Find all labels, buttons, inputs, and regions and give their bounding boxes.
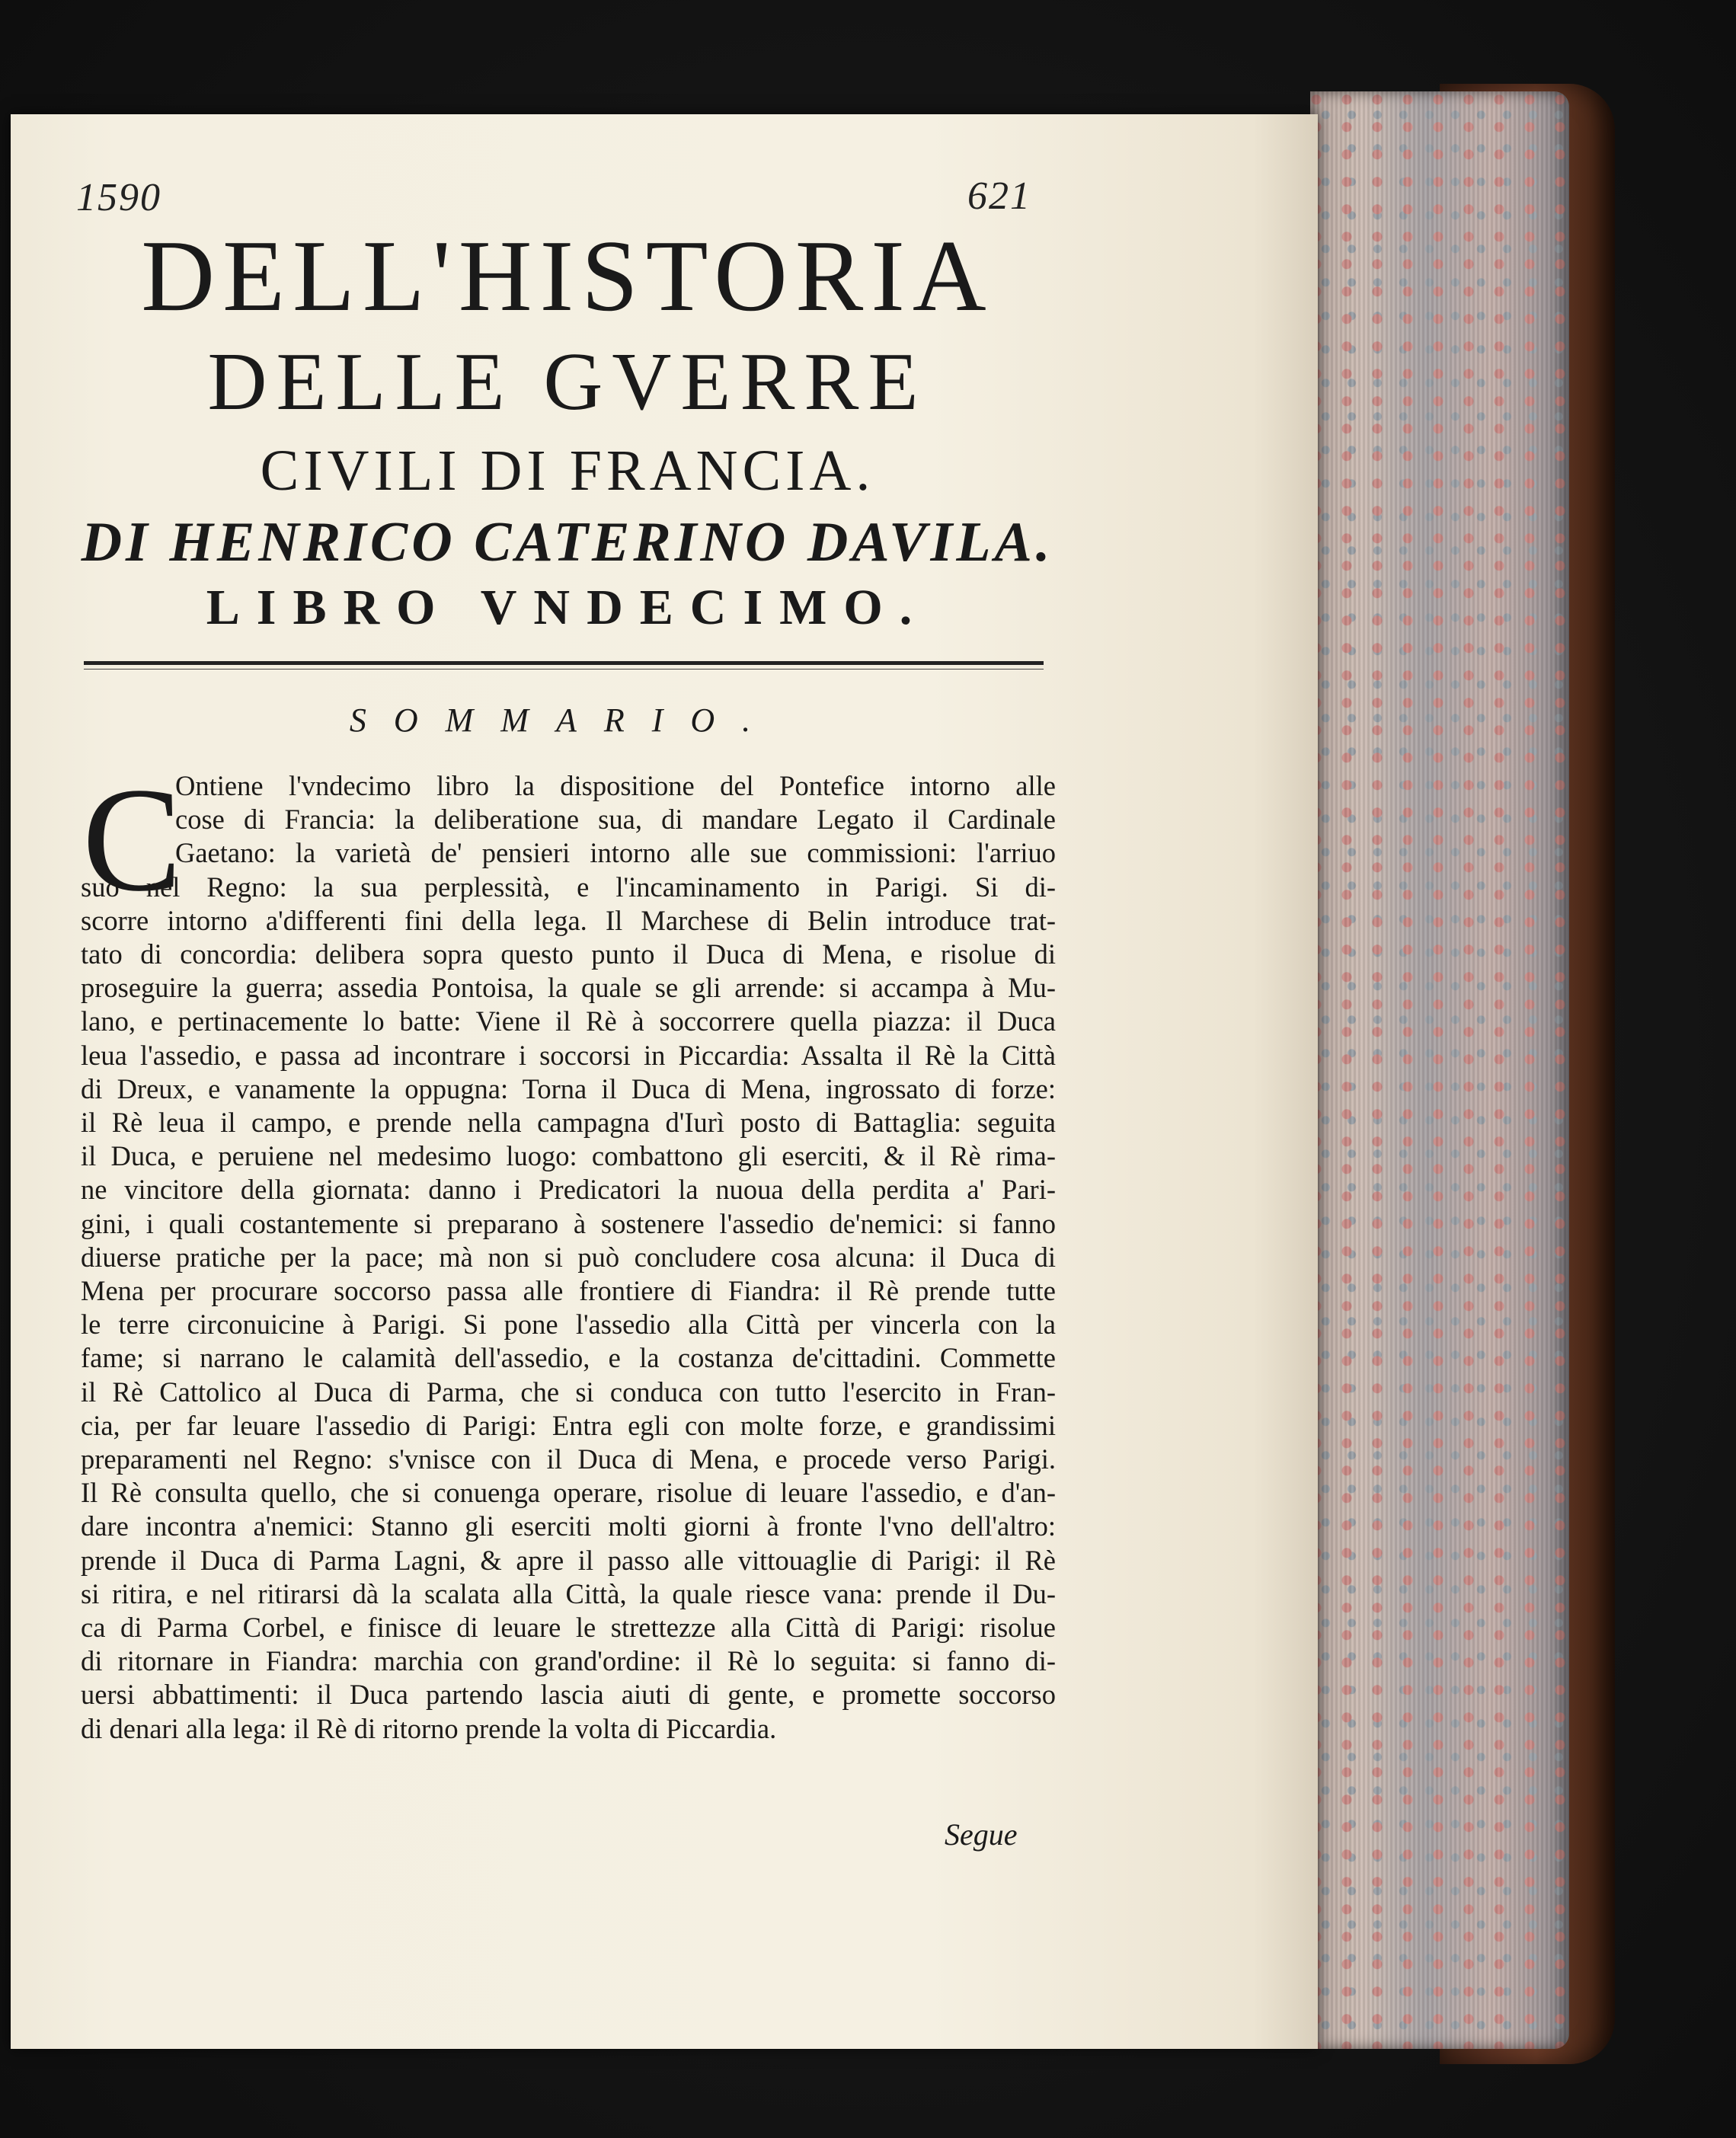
summary-line: ne vincitore della giornata: danno i Predicatori la nuoua della perdita a' Pari-	[81, 1174, 1056, 1206]
summary-line: cose di Francia: la deliberatione sua, di mandare Legato il Cardinale	[175, 804, 1056, 836]
summary-line: di ritornare in Fiandra: marchia con grand'ordine: il Rè lo seguita: si fanno di-	[81, 1645, 1056, 1677]
summary-line: cia, per far leuare l'assedio di Parigi: Entra egli con molte forze, e grandissimi	[81, 1409, 1056, 1441]
title-line-2: DELLE GVERRE	[207, 337, 928, 427]
book-number-line: LIBRO VNDECIMO.	[206, 580, 929, 635]
summary-line: diuerse pratiche per la pace; mà non si può concludere cosa alcuna: il Duca di	[81, 1241, 1056, 1273]
summary-line: di denari alla lega: il Rè di ritorno prende la volta di Piccardia.	[81, 1712, 777, 1744]
title-line-3: CIVILI DI FRANCIA.	[260, 439, 875, 503]
summary-line: prende il Duca di Parma Lagni, & apre il passo alle vittouaglie di Parigi: il Rè	[81, 1544, 1056, 1576]
title-rule-thin	[84, 669, 1044, 670]
summary-line: il Rè leua il campo, e prende nella campagna d'Iurì posto di Battaglia: seguita	[81, 1107, 1056, 1138]
summary-line: Il Rè consulta quello, che si conuenga operare, risolue di leuare l'assedio, e d'an-	[81, 1477, 1056, 1509]
summary-heading: SOMMARIO.	[349, 701, 778, 739]
summary-line: ca di Parma Corbel, e finisce di leuare le strettezze alla Città di Parigi: risolue	[81, 1612, 1056, 1643]
page-number: 621	[967, 174, 1031, 218]
summary-line: leua l'assedio, e passa ad incontrare i soccorsi in Piccardia: Assalta il Rè la Città	[81, 1039, 1056, 1071]
summary-line: tato di concordia: delibera sopra questo punto il Duca di Mena, e risolue di	[81, 938, 1056, 970]
summary-line: Ontiene l'vndecimo libro la dispositione del Pontefice intorno alle	[175, 770, 1056, 801]
summary-line: uersi abbattimenti: il Duca partendo lascia aiuti di gente, e promette soccorso	[81, 1679, 1056, 1711]
summary-line: scorre intorno a'differenti fini della lega. Il Marchese di Belin introduce trat-	[81, 904, 1056, 936]
summary-line: gini, i quali costantemente si preparano à sostenere l'assedio de'nemici: si fanno	[81, 1207, 1056, 1239]
catchword: Segue	[945, 1817, 1018, 1852]
summary-line: il Rè Cattolico al Duca di Parma, che si conduca con tutto l'esercito in Fran-	[81, 1376, 1056, 1408]
author-line: DI HENRICO CATERINO DAVILA.	[81, 511, 1054, 574]
summary-line: le terre circonuicine à Parigi. Si pone l'assedio alla Città per vincerla con la	[81, 1309, 1056, 1341]
show-through-ghost-text	[335, 149, 353, 202]
running-head-year: 1590	[76, 176, 161, 219]
summary-line: dare incontra a'nemici: Stanno gli eserciti molti giorni à fronte l'vno dell'altro:	[81, 1510, 1056, 1542]
summary-line: fame; si narrano le calamità dell'assedio, e la costanza de'cittadini. Commette	[81, 1342, 1056, 1374]
summary-line: Mena per procurare soccorso passa alle frontiere di Fiandra: il Rè prende tutte	[81, 1275, 1056, 1306]
drop-capital: C	[82, 757, 182, 922]
summary-line: il Duca, e peruiene nel medesimo luogo: combattono gli eserciti, & il Rè rima-	[81, 1140, 1056, 1172]
summary-line: proseguire la guerra; assedia Pontoisa, la quale se gli arrende: si accampa à Mu-	[81, 972, 1056, 1004]
summary-line: si ritira, e nel ritirarsi dà la scalata alla Città, la quale riesce vana: prende il Du-	[81, 1577, 1056, 1609]
summary-line: Gaetano: la varietà de' pensieri intorno alle sue commissioni: l'arriuo	[175, 837, 1056, 869]
title-line-1: DELL'HISTORIA	[141, 219, 994, 332]
summary-line: lano, e pertinacemente lo batte: Viene il Rè à soccorrere quella piazza: il Duca	[81, 1005, 1056, 1037]
title-rule	[84, 661, 1044, 665]
summary-line: preparamenti nel Regno: s'vnisce con il Duca di Mena, e procede verso Parigi.	[81, 1443, 1056, 1475]
sprinkled-page-edges	[1310, 91, 1569, 2049]
summary-line: suo nel Regno: la sua perplessità, e l'incaminamento in Parigi. Si di-	[81, 871, 1056, 903]
summary-line: di Dreux, e vanamente la oppugna: Torna il Duca di Mena, ingrossato di forze:	[81, 1072, 1056, 1104]
